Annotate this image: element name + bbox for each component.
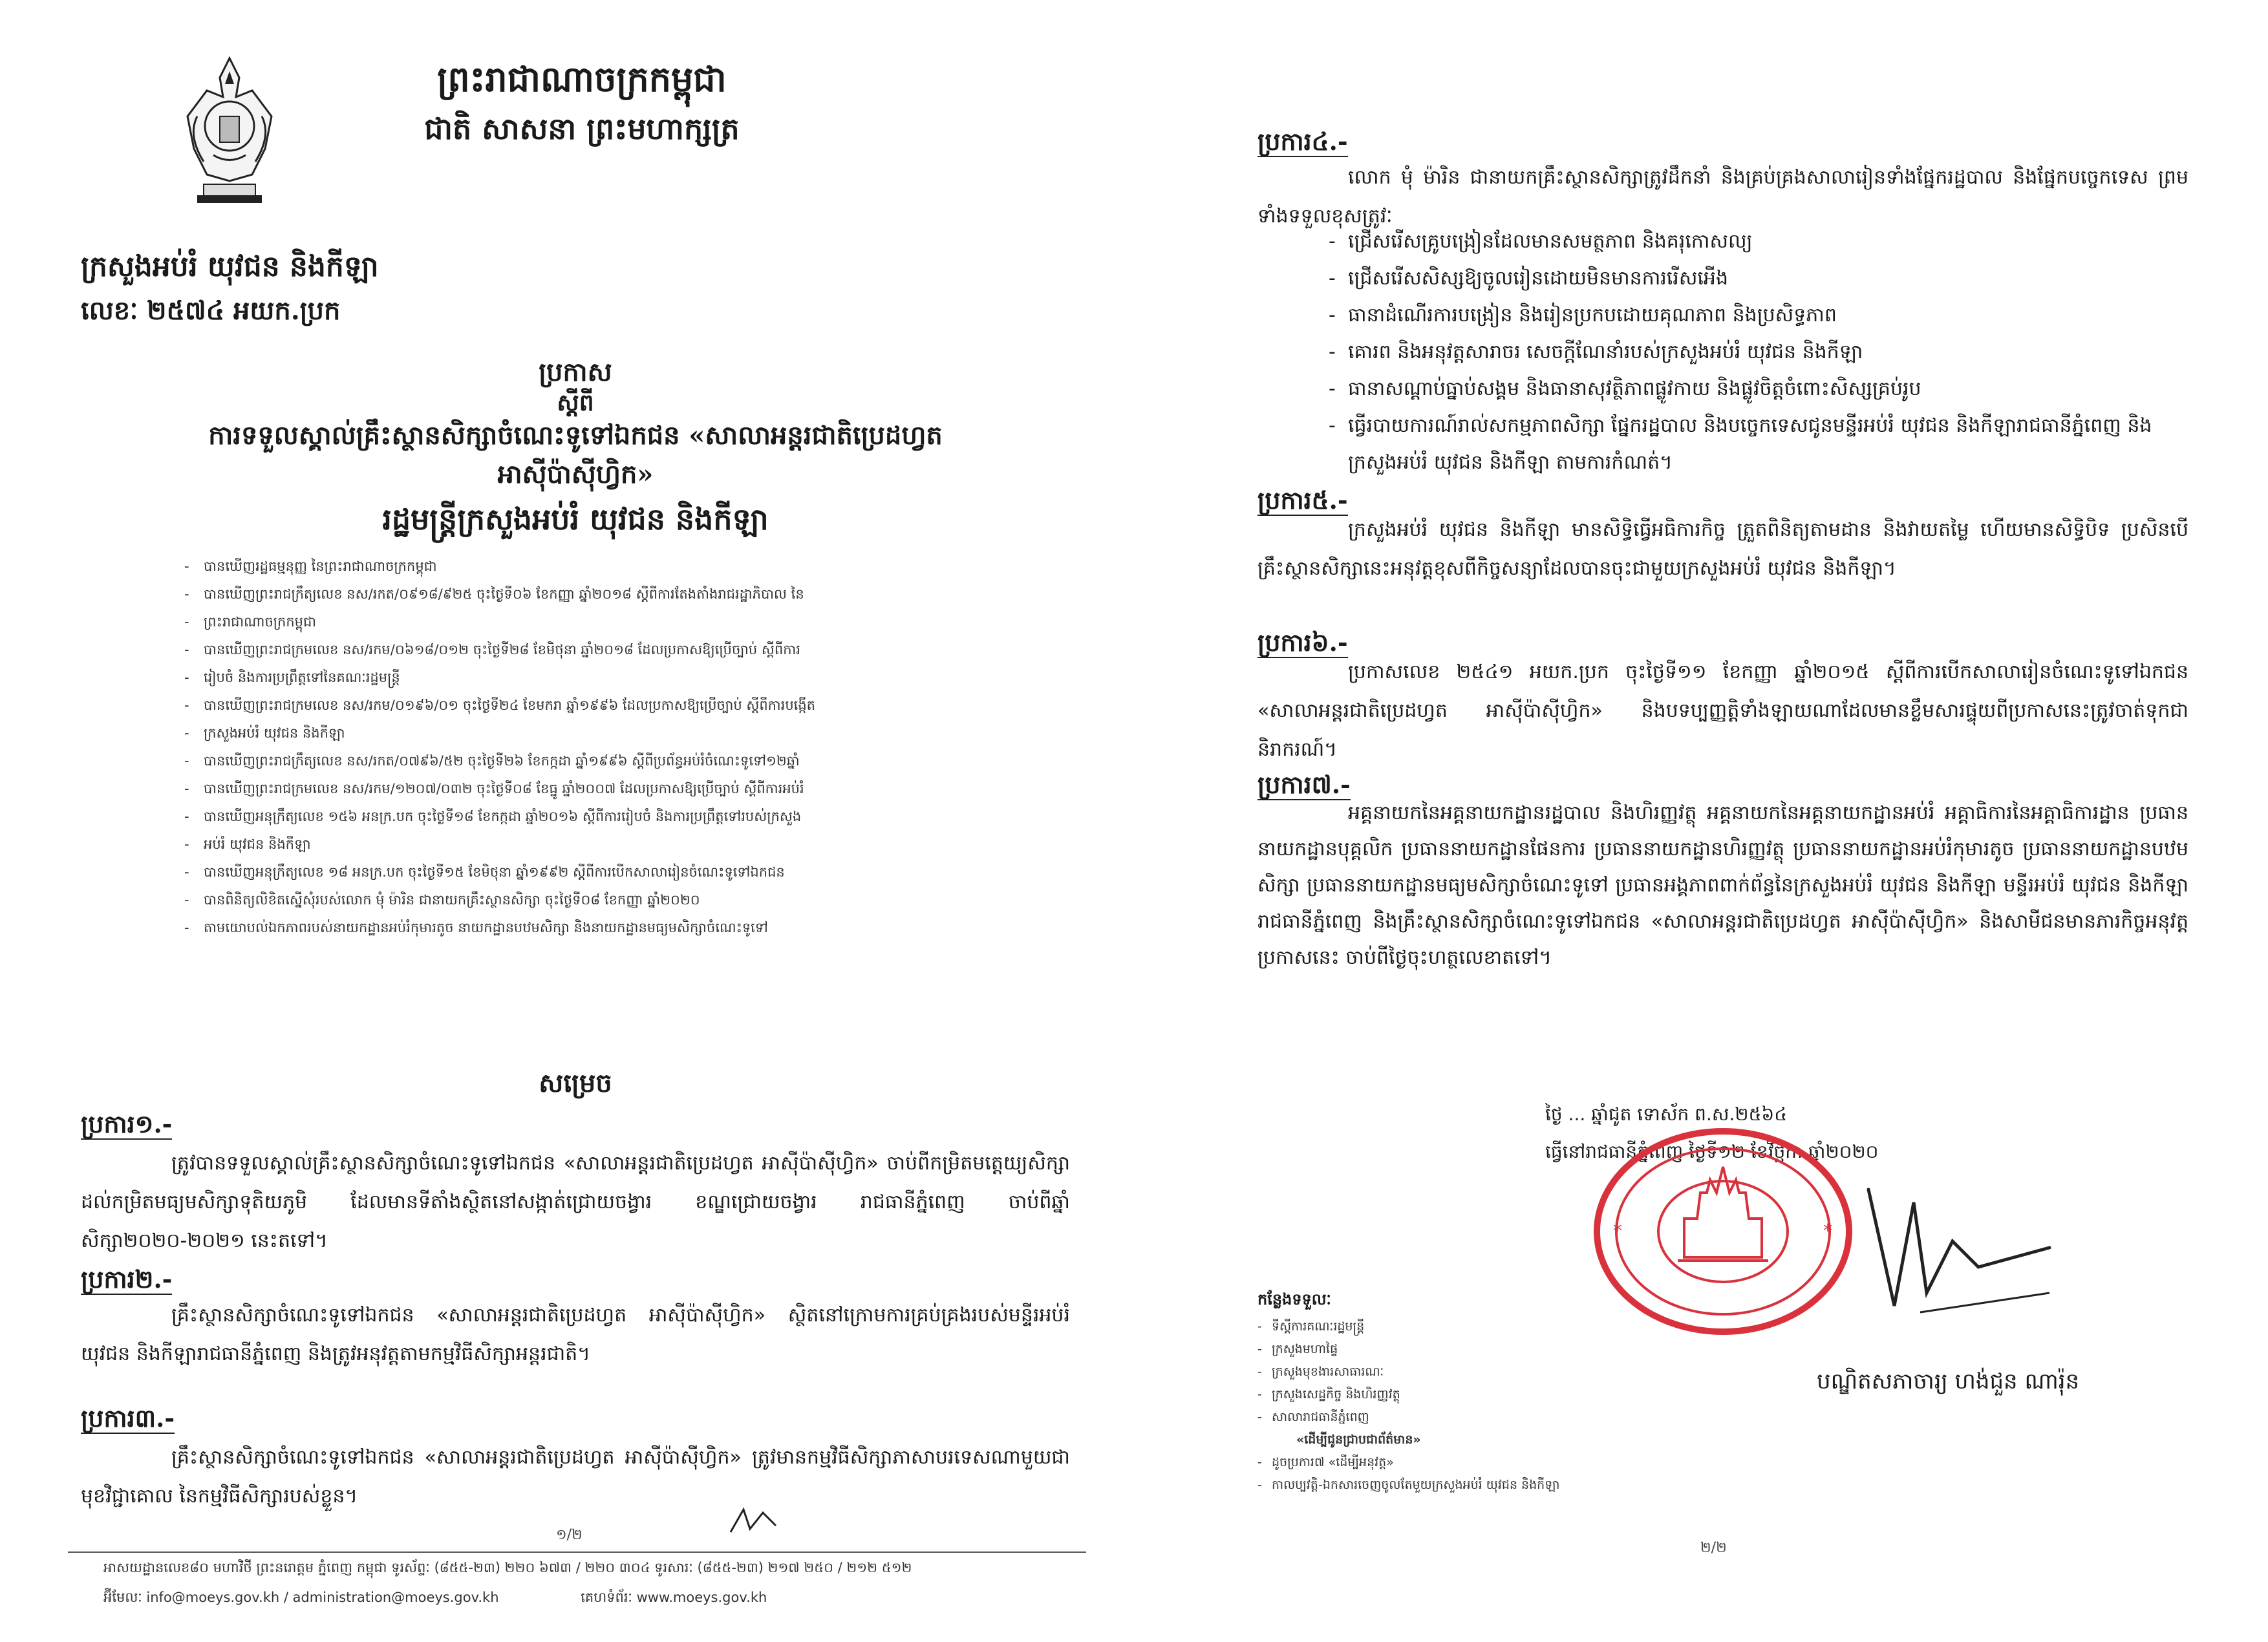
consideration-item: - ព្រះរាជាណាចក្រកម្ពុជា	[184, 608, 1070, 636]
consideration-item: - បានឃើញព្រះរាជក្រមលេខ នស/រកម/១២០៧/០៣២ ចុះថ្ងៃទី០៨ ខែធ្នូ ឆ្នាំ២០០៧ ដែលប្រកាសឱ្យប្រើច្បាប់ ស្តីពីការអប់រំ	[184, 775, 1070, 803]
page-number: ២/២	[1700, 1540, 1727, 1556]
article-1-text: ត្រូវបានទទួលស្គាល់គ្រឹះស្ថានសិក្សាចំណេះទូទៅឯកជន «សាលាអន្តរជាតិប្រេដហ្វត អាស៊ីប៉ាស៊ីហ្វិក» ចាប់ពីកម្រិតមត្តេយ្យសិក្សា ដល់កម្រិតមធ្យមសិក្សាទុតិយភូមិ ដែលមានទីតាំងស្ថិតនៅសង្កាត់ជ្រោយចង្វារ ខណ្ឌជ្រោយចង្វារ រាជធានីភ្នំពេញ ចាប់ពីឆ្នាំសិក្សា២០២០-២០២១ នេះតទៅ។	[81, 1152, 1070, 1252]
page-number: ១/២	[556, 1527, 583, 1543]
kingdom-name: ព្រះរាជាណាចក្រកម្ពុជា	[437, 58, 727, 100]
document-type: ប្រកាស	[539, 357, 612, 387]
consideration-item: - បានឃើញរដ្ឋធម្មនុញ្ញ នៃព្រះរាជាណាចក្រកម្ពុជា	[184, 553, 1070, 581]
duty-item: - ធ្វើរបាយការណ៍រាល់សកម្មភាពសិក្សា ផ្នែករដ្ឋបាល និងបច្ចេកទេសជូនមន្ទីរអប់រំ យុវជន និងកីឡារាជធានីភ្នំពេញ និងក្រសួងអប់រំ យុវជន និងកីឡា តាមការកំណត់។	[1329, 407, 2195, 481]
recipient-note: «ដើម្បីជូនជ្រាបជាព័ត៌មាន»	[1296, 1433, 1421, 1447]
duty-item: - ធានាដំណើរការបង្រៀន និងរៀនប្រកបដោយគុណភាព និងប្រសិទ្ធភាព	[1329, 297, 2195, 334]
consideration-item: - រៀបចំ និងការប្រព្រឹត្តទៅនៃគណៈរដ្ឋមន្ត្រី	[184, 664, 1070, 692]
article-3-label: ប្រការ៣.-	[81, 1403, 175, 1433]
official-seal-icon	[1587, 1122, 1859, 1341]
signature-icon	[1856, 1164, 2062, 1332]
consideration-item: - បានពិនិត្យលិខិតស្នើសុំរបស់លោក មុំ ម៉ារិន ជានាយកគ្រឹះស្ថានសិក្សា ចុះថ្ងៃទី០៨ ខែកញ្ញា ឆ្នាំ២០២០	[184, 886, 1070, 914]
initials-mark-icon	[724, 1503, 782, 1539]
recipients-list	[1257, 1316, 1801, 1497]
consideration-item: - បានឃើញព្រះរាជក្រឹត្យលេខ នស/រកត/០៩១៨/៩២៥ ចុះថ្ងៃទី០៦ ខែកញ្ញា ឆ្នាំ២០១៨ ស្តីពីការតែងតាំងរាជរដ្ឋាភិបាល នៃ	[184, 581, 1070, 608]
duty-item: - ជ្រើសរើសគ្រូបង្រៀនដែលមានសមត្ថភាព និងគរុកោសល្យ	[1329, 223, 2195, 260]
recipient-item: - ក្រសួងសេដ្ឋកិច្ច និងហិរញ្ញវត្ថុ	[1257, 1383, 1801, 1406]
article-5-text: ក្រសួងអប់រំ យុវជន និងកីឡា មានសិទ្ធិធ្វើអធិការកិច្ច ត្រួតពិនិត្យតាមដាន និងវាយតម្លៃ ហើយមានសិទ្ធិបិទ ប្រសិនបើគ្រឹះស្ថានសិក្សានេះអនុវត្តខុសពីកិច្ចសន្យាដែលបានចុះជាមួយក្រសួងអប់រំ យុវជន និងកីឡា។	[1257, 518, 2188, 580]
article-6-text: ប្រកាសលេខ ២៥៤១ អយក.ប្រក ចុះថ្ងៃទី១១ ខែកញ្ញា ឆ្នាំ២០១៥ ស្តីពីការបើកសាលារៀនចំណេះទូទៅឯកជន «សាលាអន្តរជាតិប្រេដហ្វត អាស៊ីប៉ាស៊ីហ្វិក» និងបទប្បញ្ញត្តិទាំងឡាយណាដែលមានខ្លឹមសារផ្ទុយពីប្រកាសនេះត្រូវចាត់ទុកជានិរាករណ៍។	[1257, 661, 2188, 761]
minister-title: រដ្ឋមន្ត្រីក្រសួងអប់រំ យុវជន និងកីឡា	[382, 502, 769, 537]
footer-email: អ៊ីមែលៈ info@moeys.gov.kh / administration@moeys.gov.kh	[103, 1590, 499, 1605]
article-1-label: ប្រការ១.-	[81, 1109, 173, 1138]
article-2-label: ប្រការ២.-	[81, 1264, 173, 1294]
solar-date: ធ្វើនៅរាជធានីភ្នំពេញ ថ្ងៃទី១២ ខែវិច្ឆិកា ឆ្នាំ២០២០	[1545, 1141, 1879, 1162]
article-2-text: គ្រឹះស្ថានសិក្សាចំណេះទូទៅឯកជន «សាលាអន្តរជាតិប្រេដហ្វត អាស៊ីប៉ាស៊ីហ្វិក» ស្ថិតនៅក្រោមការគ្រប់គ្រងរបស់មន្ទីរអប់រំ យុវជន និងកីឡារាជធានីភ្នំពេញ និងត្រូវអនុវត្តតាមកម្មវិធីសិក្សាអន្តរជាតិ។	[81, 1304, 1070, 1365]
footer-contacts	[103, 1589, 767, 1609]
consideration-item: - បានឃើញអនុក្រឹត្យលេខ ១៨ អនក្រ.បក ចុះថ្ងៃទី១៥ ខែមិថុនា ឆ្នាំ១៩៩២ ស្តីពីការបើកសាលារៀនចំណេះទូទៅឯកជន	[184, 858, 1070, 886]
consideration-item: - ក្រសួងអប់រំ យុវជន និងកីឡា	[184, 720, 1070, 747]
national-motto: ជាតិ សាសនា ព្រះមហាក្សត្រ	[424, 111, 740, 146]
article-5-label: ប្រការ៥.-	[1257, 485, 1348, 515]
consideration-item: - តាមយោបល់ឯកភាពរបស់នាយកដ្ឋានអប់រំកុមារតូច នាយកដ្ឋានបឋមសិក្សា និងនាយកដ្ឋានមធ្យមសិក្សាចំណេះទូទៅ	[184, 914, 1070, 942]
consideration-item: - បានឃើញអនុក្រឹត្យលេខ ១៥៦ អនក្រ.បក ចុះថ្ងៃទី១៨ ខែកក្កដា ឆ្នាំ២០១៦ ស្តីពីការរៀបចំ និងការប្រព្រឹត្តទៅរបស់ក្រសួង	[184, 803, 1070, 831]
recipient-item: - ក្រសួងមហាផ្ទៃ	[1257, 1338, 1801, 1361]
article-3-text: គ្រឹះស្ថានសិក្សាចំណេះទូទៅឯកជន «សាលាអន្តរជាតិប្រេដហ្វត អាស៊ីប៉ាស៊ីហ្វិក» ត្រូវមានកម្មវិធីសិក្សាភាសាបរទេសណាមួយជាមុខវិជ្ជាគោល នៃកម្មវិធីសិក្សារបស់ខ្លួន។	[81, 1446, 1070, 1508]
ministry-emblem-icon	[175, 52, 284, 207]
kingdom-heading	[414, 52, 750, 151]
article-4-label: ប្រការ៤.-	[1257, 127, 1348, 156]
recipient-item: - ក្រសួងមុខងារសាធារណៈ	[1257, 1361, 1801, 1383]
svg-text:*: *	[1823, 1220, 1832, 1241]
ministry-name: ក្រសួងអប់រំ យុវជន និងកីឡា	[81, 250, 379, 283]
document-subject-line-1: ការទទួលស្គាល់គ្រឹះស្ថានសិក្សាចំណេះទូទៅឯកជន «សាលាអន្តរជាតិប្រេដហ្វត	[208, 420, 943, 451]
consideration-item: - បានឃើញព្រះរាជក្រមលេខ នស/រកម/០១៩៦/០១ ចុះថ្ងៃទី២៤ ខែមករា ឆ្នាំ១៩៩៦ ដែលប្រកាសឱ្យប្រើច្បាប់ ស្តីពីការបង្កើត	[184, 692, 1070, 720]
recipient-item: - សាលារាជធានីភ្នំពេញ	[1257, 1406, 1801, 1429]
duty-item: - គោរព និងអនុវត្តសារាចរ សេចក្តីណែនាំរបស់ក្រសួងអប់រំ យុវជន និងកីឡា	[1329, 334, 2195, 370]
recipient-item: - កាលប្បវត្តិ-ឯកសារចេញចូលតែមួយក្រសួងអប់រំ យុវជន និងកីឡា	[1257, 1474, 1801, 1497]
svg-text:*: *	[1613, 1220, 1622, 1241]
consideration-item: - អប់រំ យុវជន និងកីឡា	[184, 831, 1070, 858]
footer-divider	[68, 1551, 1086, 1553]
signer-name: បណ្ឌិតសភាចារ្យ ហង់ជួន ណារ៉ុន	[1817, 1369, 2080, 1394]
lunar-date: ថ្ងៃ ... ឆ្នាំជូត ទោស័ក ព.ស.២៥៦៤	[1545, 1104, 1788, 1125]
consideration-item: - បានឃើញព្រះរាជក្រឹត្យលេខ នស/រកត/០៧៩៦/៥២ ចុះថ្ងៃទី២៦ ខែកក្កដា ឆ្នាំ១៩៩៦ ស្តីពីប្រព័ន្ធអប់រំចំណេះទូទៅ១២ឆ្នាំ	[184, 747, 1070, 775]
recipients-heading: កន្លែងទទួលៈ	[1257, 1290, 1331, 1308]
article-4-text: លោក មុំ ម៉ារិន ជានាយកគ្រឹះស្ថានសិក្សាត្រូវដឹកនាំ និងគ្រប់គ្រងសាលារៀនទាំងផ្នែករដ្ឋបាល និងផ្នែកបច្ចេកទេស ព្រមទាំងទទួលខុសត្រូវៈ	[1257, 166, 2188, 228]
reference-number: លេខៈ ២៥៧៤ អយក.ប្រក	[81, 295, 341, 326]
footer-address: អាសយដ្ឋានលេខ៨០ មហាវិថី ព្រះនរោត្តម ភ្នំពេញ កម្ពុជា ទូរស័ព្ទៈ (៨៥៥-២៣) ២២០ ៦៧៣ / ២២០ ៣០៤ ទូរសារៈ (៨៥៥-២៣) ២១៧ ២៥០ / ២១២ ៥១២	[103, 1560, 912, 1575]
article-7-label: ប្រការ៧.-	[1257, 770, 1351, 799]
recipient-item: - ដូចប្រការ៧ «ដើម្បីអនុវត្ត»	[1257, 1451, 1801, 1474]
duty-item: - ធានាសណ្តាប់ធ្នាប់សង្គម និងធានាសុវត្ថិភាពផ្លូវកាយ និងផ្លូវចិត្តចំពោះសិស្សគ្រប់រូប	[1329, 370, 2195, 407]
recipient-item: - ទីស្តីការគណៈរដ្ឋមន្ត្រី	[1257, 1316, 1801, 1338]
article-6-label: ប្រការ៦.-	[1257, 628, 1348, 657]
consideration-item: - បានឃើញព្រះរាជក្រមលេខ នស/រកម/០៦១៨/០១២ ចុះថ្ងៃទី២៨ ខែមិថុនា ឆ្នាំ២០១៨ ដែលប្រកាសឱ្យប្រើច្បាប់ ស្តីពីការ	[184, 636, 1070, 664]
document-on: ស្តីពី	[557, 389, 594, 416]
duty-item: - ជ្រើសរើសសិស្សឱ្យចូលរៀនដោយមិនមានការរើសអើង	[1329, 260, 2195, 297]
article-4-duties	[1329, 223, 2195, 481]
decision-heading: សម្រេច	[539, 1068, 612, 1098]
considerations-list	[184, 553, 1070, 942]
article-7-text: អគ្គនាយកនៃអគ្គនាយកដ្ឋានរដ្ឋបាល និងហិរញ្ញវត្ថុ អគ្គនាយកនៃអគ្គនាយកដ្ឋានអប់រំ អគ្គាធិការនៃអគ្គាធិការដ្ឋាន ប្រធាននាយកដ្ឋានបុគ្គលិក ប្រធាននាយកដ្ឋានផែនការ ប្រធាននាយកដ្ឋានហិរញ្ញវត្ថុ ប្រធាននាយកដ្ឋានអប់រំកុមារតូច ប្រធាននាយកដ្ឋានបឋមសិក្សា ប្រធាននាយកដ្ឋានមធ្យមសិក្សាចំណេះទូទៅ ប្រធានអង្គភាពពាក់ព័ន្ធនៃក្រសួងអប់រំ យុវជន និងកីឡា មន្ទីរអប់រំ យុវជន និងកីឡារាជធានីភ្នំពេញ និងគ្រឹះស្ថានសិក្សាចំណេះទូទៅឯកជន «សាលាអន្តរជាតិប្រេដហ្វត អាស៊ីប៉ាស៊ីហ្វិក» និងសាមីជនមានភារកិច្ចអនុវត្តប្រកាសនេះ ចាប់ពីថ្ងៃចុះហត្ថលេខាតទៅ។	[1257, 802, 2188, 969]
document-subject-line-2: អាស៊ីប៉ាស៊ីហ្វិក»	[497, 459, 654, 489]
footer-website: គេហទំព័រៈ www.moeys.gov.kh	[581, 1590, 767, 1605]
